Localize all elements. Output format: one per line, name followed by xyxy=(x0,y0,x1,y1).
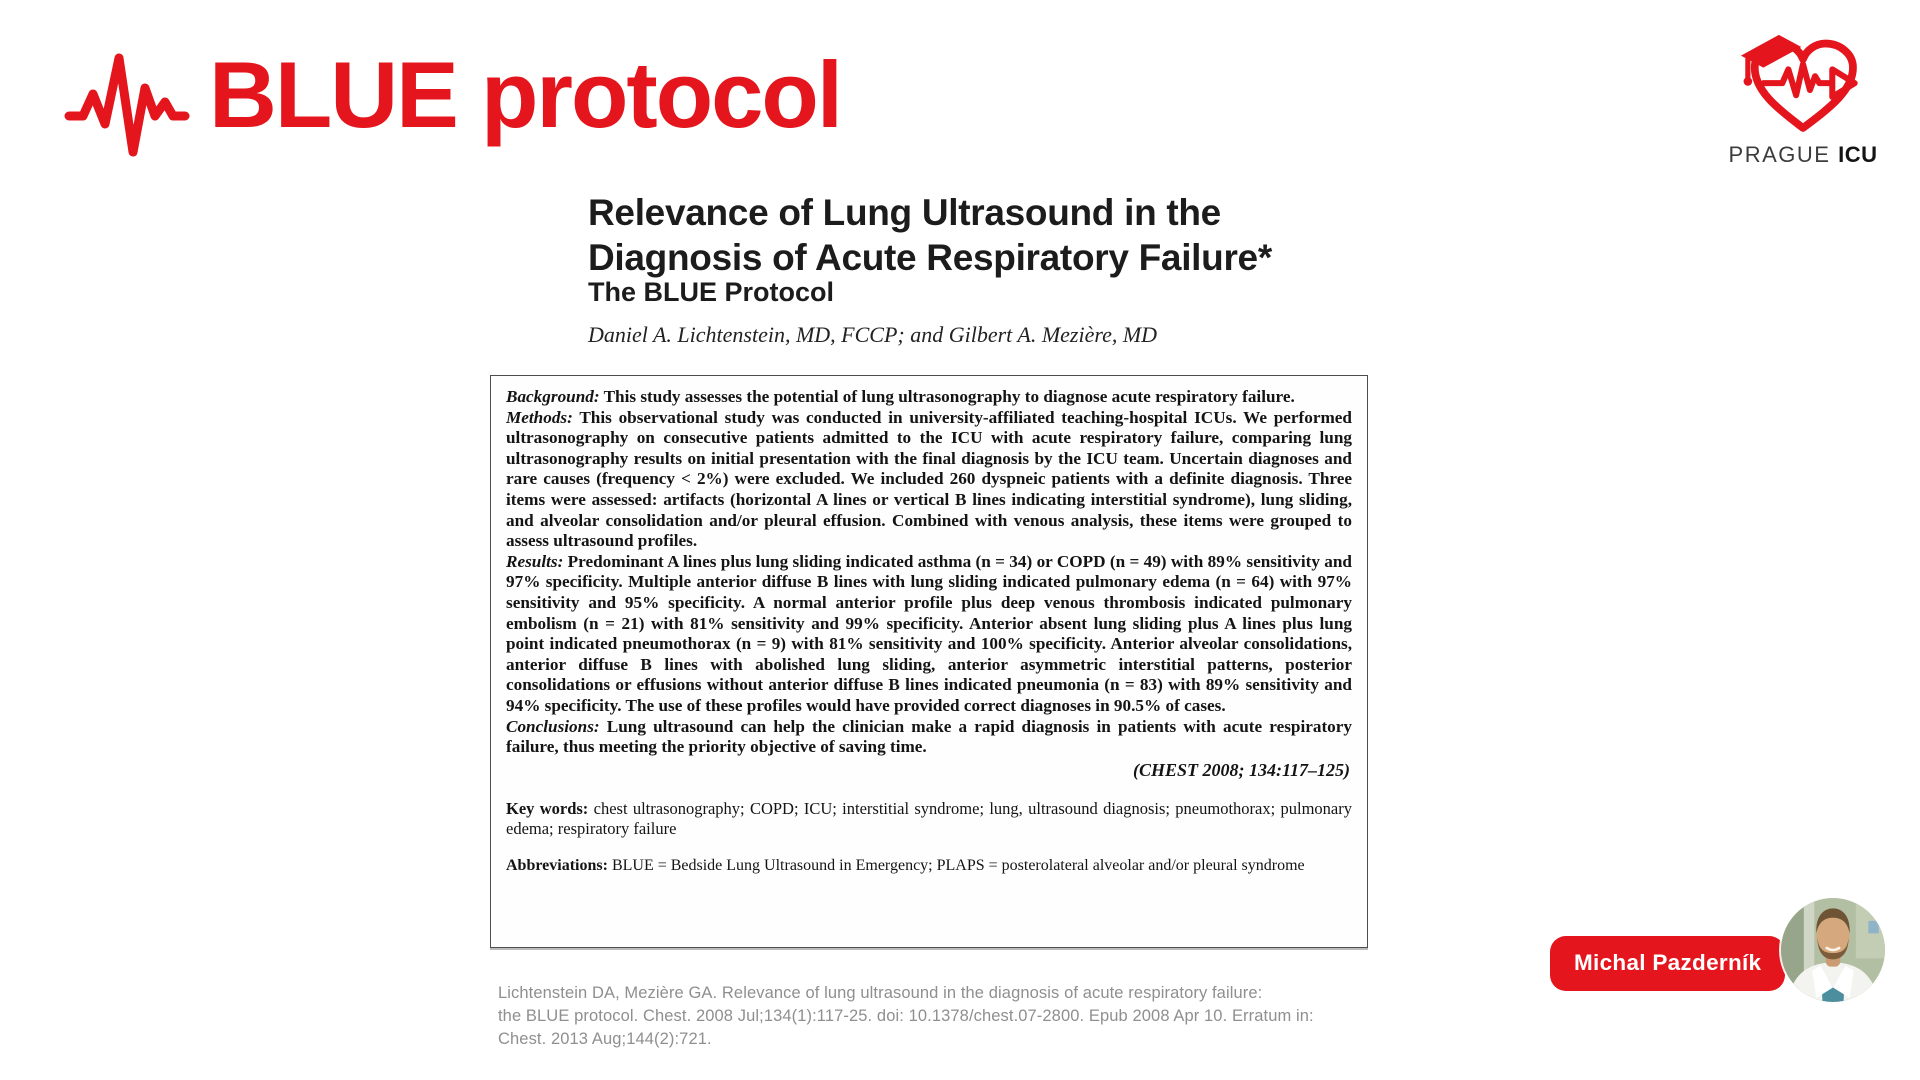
presenter-name-badge: Michal Pazderník xyxy=(1550,936,1785,991)
abbreviations-text: BLUE = Bedside Lung Ultrasound in Emergency; PLAPS = posterolateral alveolar and/or pleural syndrome xyxy=(607,856,1305,874)
abstract-text-methods: This observational study was conducted in university-affiliated teaching-hospital ICUs. We performed ultrasonography on consecutive patients admitted to the ICU with acute respiratory failure, comparing lung ultrasonography results on initial presentation with the final diagnosis by the ICU team. Uncertain diagnoses and rare causes (frequency < 2%) were excluded. We included 260 dyspneic patients with a definite diagnosis. Three items were assessed: artifacts (horizontal A lines or vertical B lines indicating interstitial syndrome), lung sliding, and alveolar consolidation and/or pleural effusion. Combined with venous analysis, these items were grouped to assess ultrasound profiles. xyxy=(506,407,1352,551)
keywords-text: chest ultrasonography; COPD; ICU; interstitial syndrome; lung, ultrasound diagnosis; pneumothorax; pulmonary edema; respiratory failure xyxy=(506,798,1352,838)
presenter xyxy=(1550,898,1885,1002)
paper-title-line1: Relevance of Lung Ultrasound in the xyxy=(588,192,1221,233)
prague-icu-logo xyxy=(1718,28,1888,168)
abbreviations-paragraph xyxy=(506,856,1352,875)
avatar-photo-icon xyxy=(1781,898,1885,1002)
keywords-label: Key words: xyxy=(506,798,589,818)
abstract-text-background: This study assesses the potential of lung ultrasonography to diagnose acute respiratory failure. xyxy=(599,387,1295,406)
wordmark-prague: PRAGUE xyxy=(1728,142,1831,167)
ecg-heartbeat-icon xyxy=(63,40,191,160)
keywords-paragraph xyxy=(506,799,1352,839)
reference-line2: the BLUE protocol. Chest. 2008 Jul;134(1):117-25. doi: 10.1378/chest.07-2800. Epub 2008 Apr 10. Erratum in: xyxy=(498,1007,1314,1025)
abstract-label-methods: Methods: xyxy=(506,407,573,427)
abstract-section-methods xyxy=(506,408,1352,552)
reference-citation xyxy=(498,982,1314,1051)
paper-title-line2: Diagnosis of Acute Respiratory Failure* xyxy=(588,237,1272,278)
abstract-section-background xyxy=(506,387,1352,408)
wordmark-icu: ICU xyxy=(1838,142,1878,167)
abstract-text-conclusions: Lung ultrasound can help the clinician make a rapid diagnosis in patients with acute respiratory failure, thus meeting the priority objective of saving time. xyxy=(506,716,1352,757)
reference-line1: Lichtenstein DA, Mezière GA. Relevance of lung ultrasound in the diagnosis of acute respiratory failure: xyxy=(498,984,1263,1002)
paper-authors: Daniel A. Lichtenstein, MD, FCCP; and Gilbert A. Mezière, MD xyxy=(588,322,1158,347)
reference-line3: Chest. 2013 Aug;144(2):721. xyxy=(498,1030,712,1048)
abbreviations-label: Abbreviations: xyxy=(506,856,608,874)
paper-subtitle: The BLUE Protocol xyxy=(588,277,835,307)
abstract-box xyxy=(490,375,1368,948)
prague-icu-wordmark xyxy=(1718,142,1888,168)
abstract-section-results xyxy=(506,552,1352,717)
paper-title xyxy=(588,190,1272,280)
abstract-label-background: Background: xyxy=(506,387,600,406)
presenter-avatar xyxy=(1781,898,1885,1002)
header xyxy=(63,40,841,160)
abstract-text-results: Predominant A lines plus lung sliding indicated asthma (n = 34) or COPD (n = 49) with 89% sensitivity and 97% specificity. Multiple anterior diffuse B lines with lung sliding indicated pulmonary edema (n = 64) with 97% sensitivity and 95% specificity. A normal anterior profile plus deep venous thrombosis indicated pulmonary embolism (n = 21) with 81% sensitivity and 99% specificity. Anterior absent lung sliding plus A lines plus lung point indicated pneumothorax (n = 9) with 81% sensitivity and 100% specificity. Anterior alveolar consolidations, anterior diffuse B lines with abolished lung sliding, anterior asymmetric interstitial patterns, posterior consolidations or effusions without anterior diffuse B lines indicated pneumonia (n = 83) with 89% sensitivity and 94% specificity. The use of these profiles would have provided correct diagnoses in 90.5% of cases. xyxy=(506,551,1352,715)
abstract-label-results: Results: xyxy=(506,551,564,571)
abstract-label-conclusions: Conclusions: xyxy=(506,716,600,736)
abstract-section-conclusions xyxy=(506,717,1352,758)
slide-title: BLUE protocol xyxy=(209,42,841,147)
heart-ecg-logo-icon xyxy=(1728,28,1878,140)
journal-citation: (CHEST 2008; 134:117–125) xyxy=(1132,759,1350,780)
